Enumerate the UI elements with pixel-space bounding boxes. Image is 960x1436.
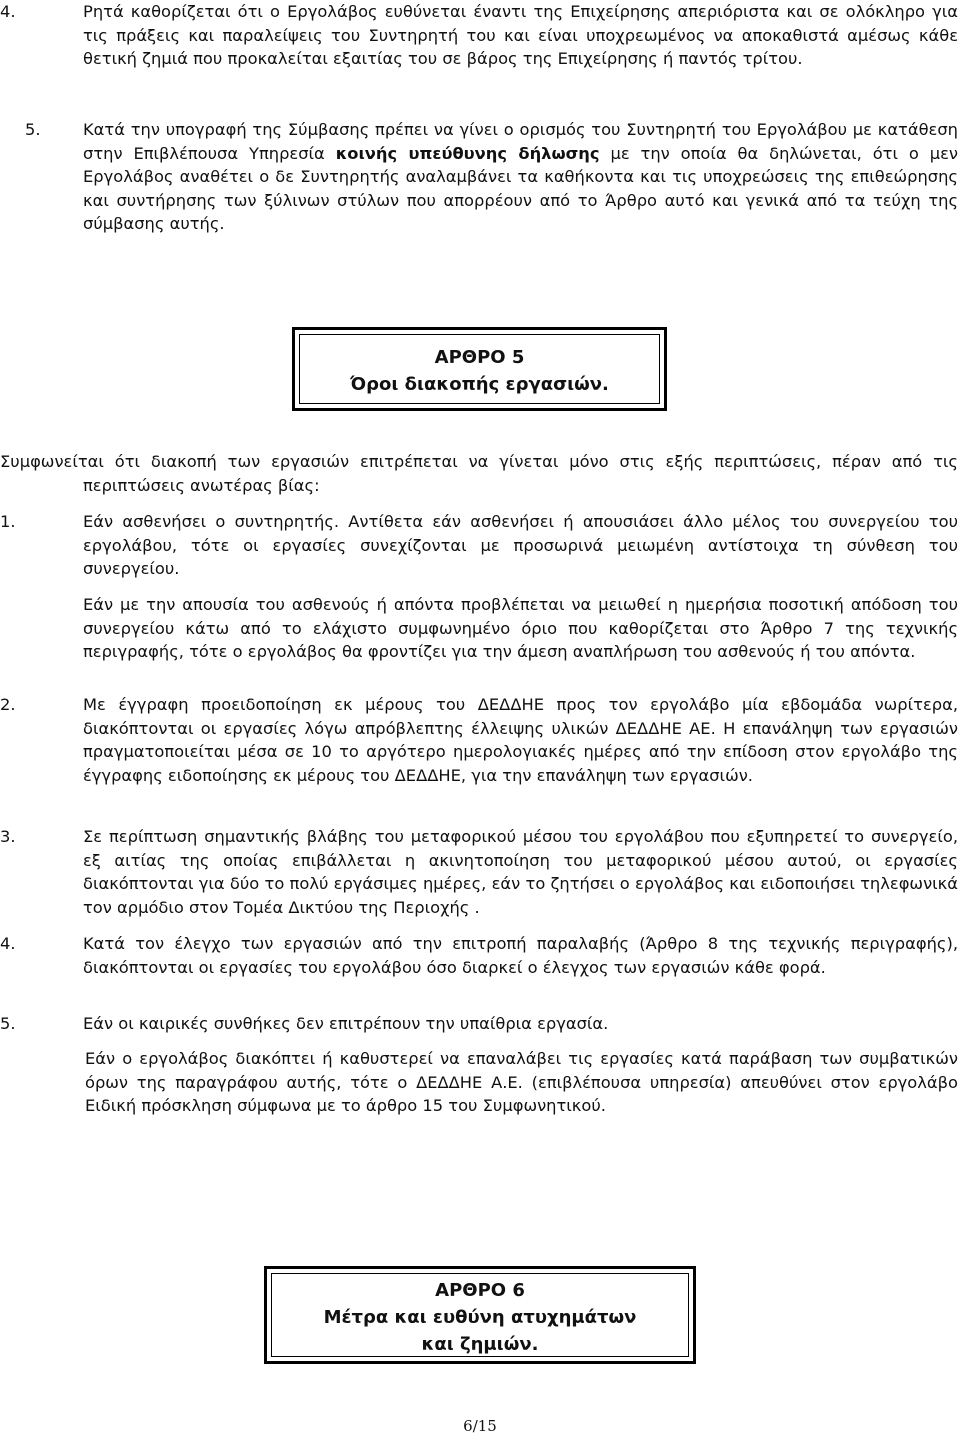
- case-1-extra: [83, 593, 958, 664]
- case-number: 5.: [0, 1014, 16, 1033]
- case-text: Με έγγραφη προειδοποίηση εκ μέρους του ΔΕΔΔΗΕ προς τον εργολάβο μία εβδομάδα νωρίτερα, διακόπτονται οι εργασίες λόγω απρόβλεπτης έλλειψης υλικών ΔΕΔΔΗΕ ΑΕ. Η επανάληψη των εργασιών πραγματοποιείται μέσα σε 10 το αργότερο ημερολογιακές ημέρες από την επίδοση στον εργολάβο της έγγραφης ειδοποίησης εκ μέρους του ΔΕΔΔΗΕ, για την επανάληψη των εργασιών.: [83, 695, 958, 785]
- case-5: [83, 1012, 958, 1036]
- article-5-intro: [0, 450, 958, 497]
- case-1: [83, 510, 958, 581]
- closing-paragraph: [85, 1047, 958, 1118]
- article-subtitle: Όροι διακοπής εργασιών.: [350, 374, 609, 395]
- item-number: 4.: [0, 2, 16, 21]
- paragraph-text: [83, 118, 958, 236]
- article-6-heading-box: [264, 1266, 696, 1364]
- case-4: [83, 932, 958, 979]
- case-text: Εάν ασθενήσει ο συντηρητής. Αντίθετα εάν ασθενήσει ή απουσιάσει άλλο μέλος του συνεργείου του εργολάβου, τότε οι εργασίες συνεχίζονται με προσωρινά μειωμένη αντίστοιχα τη σύνθεση του συνεργείου.: [83, 512, 958, 578]
- item-number: 5.: [25, 120, 41, 139]
- article-subtitle-line-2: και ζημιών.: [421, 1334, 539, 1355]
- case-number: 2.: [0, 695, 16, 714]
- text-run: Κατά την υπογραφή της Σύμβασης πρέπει να γίνει ο ορισμός του Συντηρητή του Εργολάβου με κατάθεση στην Επιβλέπουσα Υπηρεσία: [83, 120, 958, 163]
- case-2: [83, 693, 958, 787]
- page-number: 6/15: [463, 1417, 497, 1435]
- paragraph-item-5: [83, 118, 958, 236]
- bold-text-run: κοινής υπεύθυνης δήλωσης: [335, 143, 600, 163]
- paragraph-text: Ρητά καθορίζεται ότι ο Εργολάβος ευθύνεται έναντι της Επιχείρησης απεριόριστα και σε ολόκληρο για τις πράξεις και παραλείψεις του Συντηρητή του και είναι υποχρεωμένος να αποκαθιστά αμέσως κάθε θετική ζημιά που προκαλείται εξαιτίας του σε βάρος της Επιχείρησης ή παντός τρίτου.: [83, 2, 958, 68]
- case-number: 1.: [0, 512, 16, 531]
- text-run: με την οποία θα δηλώνεται, ότι ο μεν Εργολάβος αναθέτει ο δε Συντηρητής αναλαμβάνει τα καθήκοντα και τις υποχρεώσεις της επιθεώρησης και συντήρησης των ξύλινων στύλων που απορρέουν από το Άρθρο αυτό και γενικά από τα τεύχη της σύμβασης αυτής.: [83, 143, 959, 233]
- paragraph-item-4: [83, 0, 958, 71]
- case-number: 3.: [0, 827, 16, 846]
- case-3: [83, 825, 958, 919]
- article-5-heading-box: [292, 327, 667, 411]
- article-title: ΑΡΘΡΟ 6: [435, 1280, 525, 1301]
- paragraph-text: Εάν ο εργολάβος διακόπτει ή καθυστερεί να επαναλάβει τις εργασίες κατά παράβαση των συμβατικών όρων της παραγράφου αυτής, τότε ο ΔΕΔΔΗΕ Α.Ε. (επιβλέπουσα υπηρεσία) απευθύνει στον εργολάβο Ειδική πρόσκληση σύμφωνα με το άρθρο 15 του Συμφωνητικού.: [85, 1049, 958, 1115]
- article-subtitle-line-1: Μέτρα και ευθύνη ατυχημάτων: [323, 1307, 637, 1328]
- case-number: 4.: [0, 934, 16, 953]
- article-title: ΑΡΘΡΟ 5: [434, 347, 525, 368]
- case-extra-text: Εάν με την απουσία του ασθενούς ή απόντα προβλέπεται να μειωθεί η ημερήσια ποσοτική απόδοση του συνεργείου κάτω από το ελάχιστο συμφωνημένο όριο που καθορίζεται στο Άρθρο 7 της τεχνικής περιγραφής, τότε ο εργολάβος θα φροντίζει για την άμεση αναπλήρωση του ασθενούς ή του απόντα.: [83, 595, 958, 661]
- case-text: Σε περίπτωση σημαντικής βλάβης του μεταφορικού μέσου του εργολάβου που εξυπηρετεί το συνεργείο, εξ αιτίας της οποίας επιβάλλεται η ακινητοποίηση του μεταφορικού μέσου αυτού, οι εργασίες διακόπτονται για δύο το πολύ εργάσιμες ημέρες, εάν το ζητήσει ο εργολάβος και ειδοποιήσει τηλεφωνικά τον αρμόδιο στον Τομέα Δικτύου της Περιοχής .: [83, 827, 958, 917]
- case-text: Κατά τον έλεγχο των εργασιών από την επιτροπή παραλαβής (Άρθρο 8 της τεχνικής περιγραφής), διακόπτονται οι εργασίες του εργολάβου όσο διαρκεί ο έλεγχος των εργασιών κάθε φορά.: [83, 934, 958, 977]
- case-text: Εάν οι καιρικές συνθήκες δεν επιτρέπουν την υπαίθρια εργασία.: [83, 1014, 609, 1033]
- paragraph-text: Συμφωνείται ότι διακοπή των εργασιών επιτρέπεται να γίνεται μόνο στις εξής περιπτώσεις, πέραν από τις περιπτώσεις ανωτέρας βίας:: [0, 452, 958, 495]
